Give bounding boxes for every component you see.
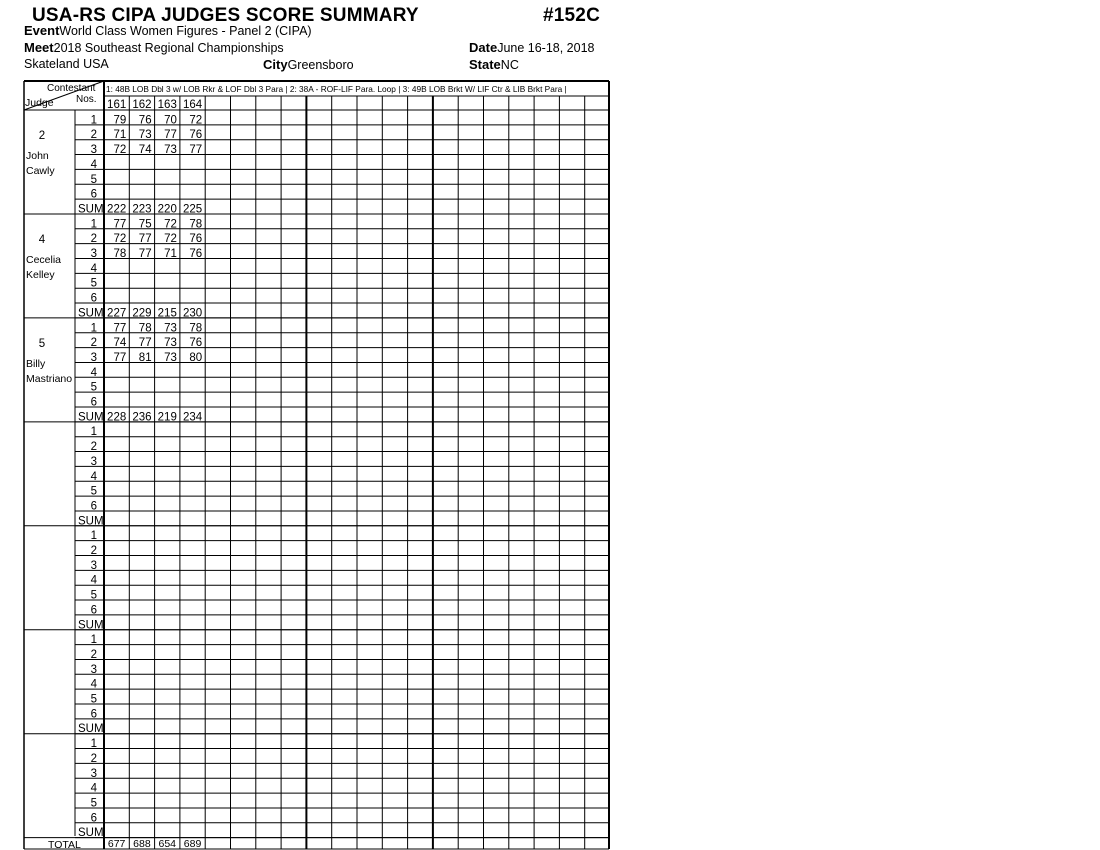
judge-number: 4 — [38, 233, 46, 246]
city-label: City — [263, 57, 288, 72]
sum-cell: 236 — [132, 411, 152, 424]
figure-row-number: 5 — [90, 589, 97, 602]
score-cell: 76 — [189, 248, 203, 260]
event-label: Event — [24, 23, 60, 38]
sum-cell: 227 — [107, 307, 127, 320]
figure-row-number: 6 — [90, 292, 97, 305]
score-cell: 72 — [189, 114, 203, 127]
score-cell: 77 — [138, 337, 152, 350]
figure-row-number: 4 — [90, 782, 97, 795]
score-cell: 78 — [189, 218, 203, 231]
score-cell: 77 — [138, 248, 152, 260]
score-cell: 71 — [164, 248, 177, 260]
total-cell: 688 — [133, 838, 151, 850]
score-cell: 72 — [164, 233, 177, 246]
score-cell: 73 — [164, 351, 177, 364]
score-cell: 71 — [113, 129, 127, 142]
total-cell: 654 — [158, 838, 177, 850]
sum-cell: 230 — [182, 307, 203, 320]
city-value: Greensboro — [287, 58, 354, 72]
total-cell: 677 — [107, 838, 126, 850]
figure-row-number: 3 — [90, 248, 97, 260]
score-cell: 72 — [164, 218, 177, 231]
judge-last-name: Cawly — [26, 165, 55, 177]
sum-cell: 225 — [182, 203, 203, 216]
score-cell: 77 — [113, 218, 127, 231]
score-cell: 70 — [164, 114, 177, 127]
date-value: June 16-18, 2018 — [497, 41, 595, 55]
score-cell: 77 — [113, 351, 127, 364]
sum-cell: 229 — [132, 307, 152, 320]
figure-row-number: 5 — [90, 797, 97, 810]
score-cell: 77 — [164, 129, 177, 142]
judge-number: 5 — [38, 337, 46, 350]
figure-row-number: 1 — [90, 426, 97, 439]
contestant-number: 164 — [182, 99, 203, 111]
figure-row-number: 4 — [90, 470, 97, 483]
figure-row-number: 6 — [90, 708, 97, 721]
sum-cell: 219 — [157, 411, 177, 424]
figure-row-number: 4 — [90, 366, 97, 379]
figure-row-number: 6 — [90, 812, 97, 825]
score-cell: 74 — [138, 144, 152, 157]
figure-row-number: 2 — [90, 648, 97, 661]
figure-row-number: 5 — [90, 381, 97, 394]
figure-row-number: 3 — [90, 663, 97, 676]
figure-row-number: 2 — [90, 337, 97, 350]
sum-label: SUM — [78, 203, 104, 216]
score-cell: 77 — [113, 322, 127, 335]
meet-label: Meet — [24, 40, 54, 55]
sum-cell: 234 — [182, 411, 203, 424]
sum-cell: 223 — [132, 203, 152, 216]
date-label: Date — [469, 40, 498, 55]
figure-row-number: 1 — [90, 634, 97, 647]
figure-row-number: 2 — [90, 129, 97, 142]
figure-row-number: 6 — [90, 604, 97, 617]
figure-row-number: 2 — [90, 233, 97, 246]
figure-row-number: 6 — [90, 188, 97, 201]
score-cell: 73 — [164, 337, 177, 350]
contestant-number: 163 — [157, 99, 177, 111]
judge-first-name: Billy — [26, 357, 46, 370]
figure-row-number: 3 — [90, 767, 97, 780]
event-value: World Class Women Figures - Panel 2 (CIPA) — [59, 24, 312, 38]
judge-last-name: Mastriano — [26, 372, 73, 385]
contestant-number: 161 — [107, 99, 127, 111]
figure-row-number: 6 — [90, 396, 97, 409]
figure-row-number: 5 — [90, 693, 97, 706]
sum-cell: 222 — [107, 203, 127, 216]
sum-label: SUM — [78, 411, 104, 424]
score-cell: 76 — [138, 114, 152, 127]
total-label: TOTAL — [48, 839, 81, 850]
score-cell: 74 — [113, 337, 127, 350]
figure-row-number: 1 — [90, 738, 97, 751]
figure-row-number: 4 — [90, 262, 97, 275]
figure-row-number: 5 — [90, 173, 97, 186]
score-cell: 78 — [189, 322, 203, 335]
sum-label: SUM — [78, 723, 104, 736]
figure-row-number: 2 — [90, 545, 97, 557]
judge-last-name: Kelley — [26, 268, 55, 281]
contestant-label: Contestant — [47, 83, 96, 94]
figure-row-number: 1 — [90, 322, 97, 335]
score-cell: 75 — [138, 218, 152, 231]
sum-cell: 215 — [157, 307, 177, 320]
score-cell: 80 — [189, 351, 203, 364]
figure-row-number: 2 — [90, 441, 97, 454]
state-label: State — [469, 57, 501, 72]
state-value: NC — [500, 58, 519, 72]
judge-label: Judge — [25, 97, 54, 109]
figure-row-number: 3 — [90, 559, 97, 572]
contestant-number: 162 — [132, 99, 152, 111]
score-cell: 76 — [189, 233, 203, 246]
figure-row-number: 4 — [90, 574, 97, 587]
figure-row-number: 6 — [90, 500, 97, 513]
score-cell: 73 — [164, 144, 177, 157]
score-cell: 79 — [113, 114, 127, 127]
figure-row-number: 2 — [90, 752, 97, 765]
score-cell: 78 — [138, 322, 152, 335]
figure-row-number: 5 — [90, 485, 97, 498]
score-cell: 77 — [138, 233, 152, 246]
meet-value: 2018 Southeast Regional Championships — [53, 41, 284, 55]
sum-label: SUM — [78, 827, 104, 840]
sum-cell: 228 — [107, 411, 127, 424]
nos-label: Nos. — [76, 94, 97, 105]
score-cell: 72 — [113, 233, 127, 246]
judge-first-name: John — [26, 150, 49, 162]
score-cell: 78 — [113, 248, 127, 260]
figure-row-number: 1 — [90, 218, 97, 231]
judge-first-name: Cecelia — [26, 253, 62, 266]
page-title: USA-RS CIPA JUDGES SCORE SUMMARY — [32, 5, 419, 26]
score-cell: 76 — [189, 337, 203, 350]
figure-row-number: 4 — [90, 158, 97, 171]
sum-label: SUM — [78, 515, 104, 528]
sum-label: SUM — [78, 307, 104, 320]
figure-row-number: 1 — [90, 114, 97, 127]
score-cell: 81 — [138, 351, 152, 364]
rink-name: Skateland USA — [24, 57, 109, 71]
figure-row-number: 3 — [90, 144, 97, 157]
figure-row-number: 3 — [90, 351, 97, 364]
score-cell: 76 — [189, 129, 203, 142]
figure-row-number: 3 — [90, 455, 97, 468]
score-cell: 77 — [189, 144, 203, 157]
total-cell: 689 — [183, 838, 202, 850]
judge-number: 2 — [38, 130, 46, 142]
figure-row-number: 4 — [90, 678, 97, 691]
score-cell: 73 — [164, 322, 177, 335]
figures-caption: 1: 48B LOB Dbl 3 w/ LOB Rkr & LOF Dbl 3 Para | 2: 38A - ROF-LIF Para. Loop | 3: 49B LOB Brkt W/ LIF Ctr & LIB Brkt Para | — [106, 84, 567, 94]
figure-row-number: 1 — [90, 530, 97, 543]
figure-row-number: 5 — [90, 277, 97, 290]
score-cell: 73 — [138, 129, 152, 142]
sum-label: SUM — [78, 619, 104, 632]
score-cell: 72 — [113, 144, 127, 157]
sheet-number: #152C — [543, 5, 600, 26]
sum-cell: 220 — [157, 203, 177, 216]
